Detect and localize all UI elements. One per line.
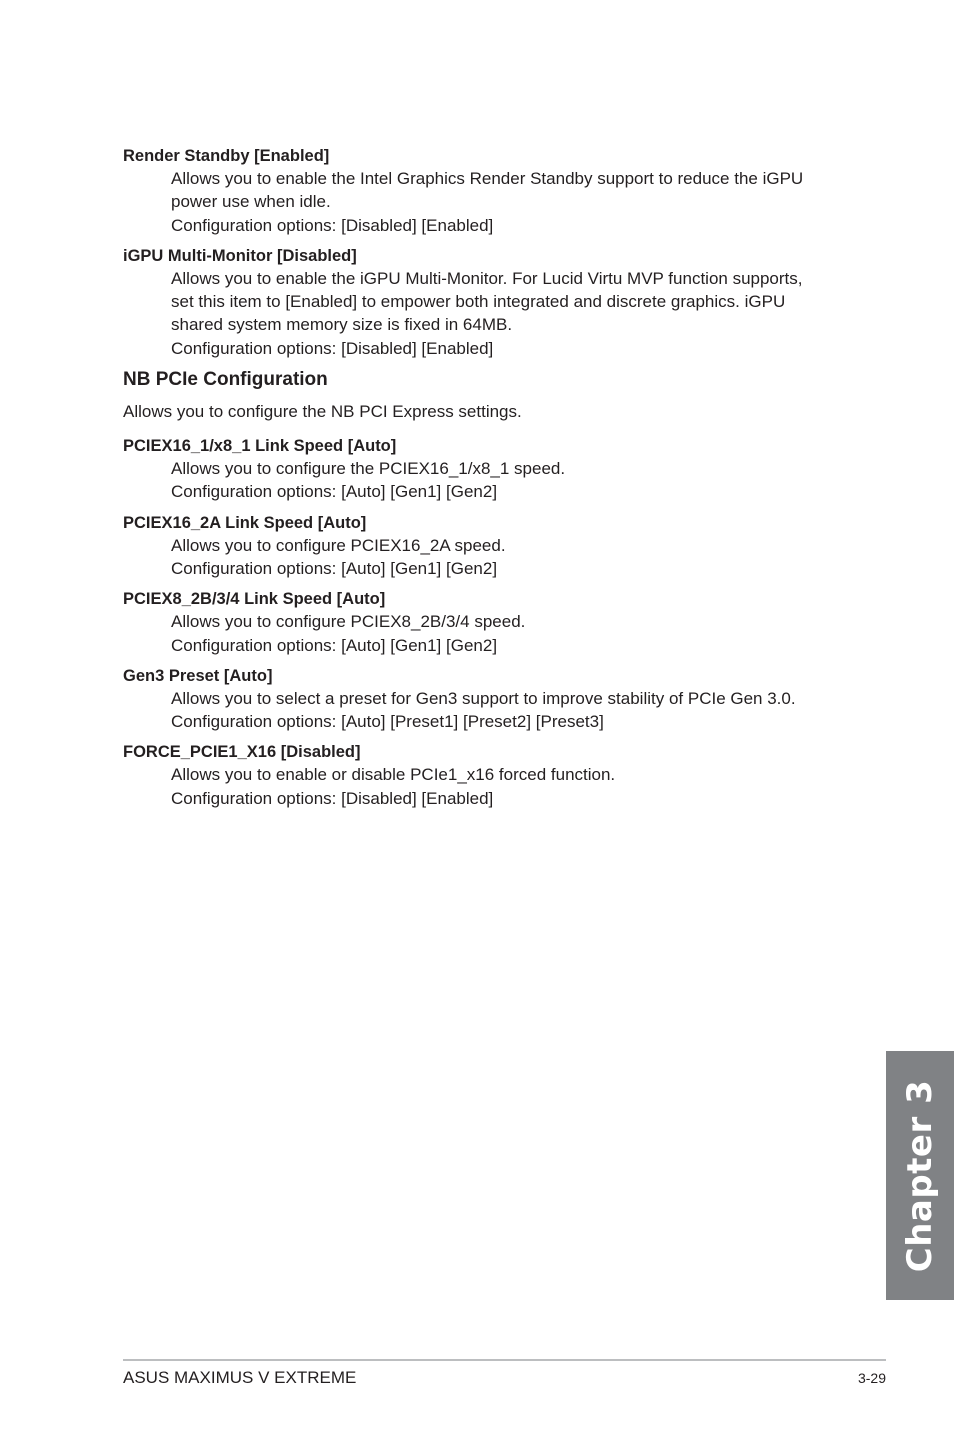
description-line: Allows you to enable or disable PCIe1_x16 forced function. (171, 765, 616, 785)
description-line: Allows you to enable the Intel Graphics Render Standby support to reduce the iGPU (171, 169, 804, 188)
section-title: NB PCIe Configuration (123, 369, 328, 391)
setting-item (123, 741, 823, 810)
setting-description (171, 457, 823, 504)
setting-item (123, 665, 823, 734)
setting-title: PCIEX16_1/x8_1 Link Speed [Auto] (123, 437, 397, 456)
description-line: Configuration options: [Auto] [Gen1] [Gen2] (171, 558, 498, 578)
setting-title: FORCE_PCIE1_X16 [Disabled] (123, 743, 361, 762)
section-intro: Allows you to configure the NB PCI Express settings. (123, 402, 522, 422)
description-line: Allows you to configure the PCIEX16_1/x8_1 speed. (171, 459, 566, 479)
description-line: Configuration options: [Auto] [Gen1] [Gen2] (171, 482, 498, 502)
description-line: Configuration options: [Disabled] [Enabled] (171, 788, 494, 808)
setting-item (123, 145, 823, 237)
setting-title: iGPU Multi-Monitor [Disabled] (123, 246, 357, 265)
setting-description (171, 267, 823, 360)
description-line: power use when idle. (171, 192, 331, 212)
description-line: Allows you to select a preset for Gen3 support to improve stability of PCIe Gen 3.0. (171, 688, 796, 708)
setting-item (123, 588, 823, 657)
setting-title: PCIEX16_2A Link Speed [Auto] (123, 513, 367, 532)
description-line: Configuration options: [Auto] [Gen1] [Gen2] (171, 635, 498, 655)
setting-title: Gen3 Preset [Auto] (123, 666, 273, 685)
description-line: Allows you to configure PCIEX8_2B/3/4 speed. (171, 612, 526, 632)
footer-divider (123, 1359, 886, 1361)
description-line: Configuration options: [Disabled] [Enabled] (171, 338, 494, 358)
item-list-after (123, 435, 823, 810)
setting-title: PCIEX8_2B/3/4 Link Speed [Auto] (123, 590, 386, 609)
footer-page-number: 3-29 (857, 1370, 886, 1386)
setting-description (171, 610, 823, 657)
setting-title: Render Standby [Enabled] (123, 147, 330, 165)
description-line: Configuration options: [Auto] [Preset1] [Preset2] [Preset3] (171, 712, 604, 732)
chapter-tab (886, 1051, 954, 1300)
description-line: Configuration options: [Disabled] [Enabled] (171, 215, 494, 235)
item-list-before (123, 145, 823, 360)
footer-product-name: ASUS MAXIMUS V EXTREME (123, 1368, 357, 1387)
setting-item (123, 512, 823, 581)
setting-item (123, 435, 823, 504)
chapter-tab-label: Chapter 3 (900, 1079, 940, 1272)
setting-description (171, 534, 823, 581)
setting-description (171, 167, 823, 237)
manual-content (123, 145, 823, 818)
description-line: shared system memory size is fixed in 64MB. (171, 315, 513, 335)
setting-item (123, 245, 823, 360)
setting-description (171, 763, 823, 810)
description-line: set this item to [Enabled] to empower both integrated and discrete graphics. iGPU (171, 292, 786, 312)
description-line: Allows you to enable the iGPU Multi-Monitor. For Lucid Virtu MVP function supports, (171, 268, 803, 288)
setting-description (171, 687, 823, 734)
description-line: Allows you to configure PCIEX16_2A speed. (171, 535, 506, 555)
